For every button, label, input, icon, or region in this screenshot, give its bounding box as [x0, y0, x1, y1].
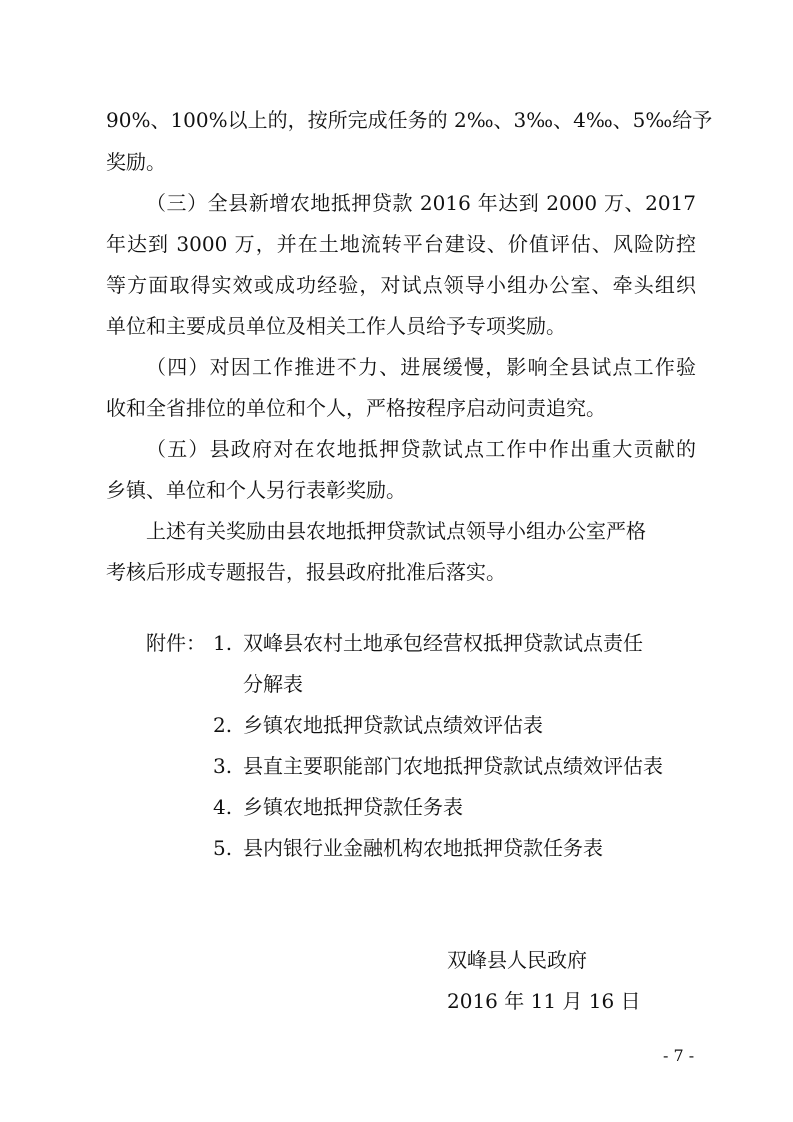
attachment-number: 3.	[213, 754, 233, 778]
attachment-number: 4.	[213, 795, 233, 819]
body-line: 奖励。	[106, 150, 166, 174]
body-line: 单位和主要成员单位及相关工作人员给予专项奖励。	[106, 314, 566, 338]
attachment-item	[213, 793, 463, 821]
body-line: 考核后形成专题报告，报县政府批准后落实。	[106, 560, 506, 584]
attachment-item	[213, 752, 663, 780]
attachment-number: 1.	[213, 631, 233, 655]
attachment-title: 乡镇农地抵押贷款试点绩效评估表	[243, 713, 543, 737]
body-line: 等方面取得实效或成功经验，对试点领导小组办公室、牵头组织	[106, 273, 696, 297]
attachment-number: 2.	[213, 713, 233, 737]
attachment-title: 县直主要职能部门农地抵押贷款试点绩效评估表	[243, 754, 663, 778]
body-line: 90%、100%以上的，按所完成任务的 2‰、3‰、4‰、5‰给予	[106, 108, 713, 132]
attachment-item	[213, 834, 603, 862]
attachment-item	[213, 629, 643, 657]
body-line: 年达到 3000 万，并在土地流转平台建设、价值评估、风险防控	[106, 232, 696, 256]
body-line: （四）对因工作推进不力、进展缓慢，影响全县试点工作验	[146, 355, 696, 379]
page-number: - 7 -	[663, 1046, 695, 1065]
attachment-item	[213, 711, 543, 739]
body-line: 乡镇、单位和个人另行表彰奖励。	[106, 478, 406, 502]
body-line: 收和全省排位的单位和个人，严格按程序启动问责追究。	[106, 396, 606, 420]
body-line: （五）县政府对在农地抵押贷款试点工作中作出重大贡献的	[146, 437, 696, 461]
attachment-title-continuation: 分解表	[243, 672, 303, 696]
signature-org: 双峰县人民政府	[447, 948, 587, 972]
attachment-title: 县内银行业金融机构农地抵押贷款任务表	[243, 836, 603, 860]
attachment-title: 双峰县农村土地承包经营权抵押贷款试点责任	[243, 631, 643, 655]
signature-date: 2016 年 11 月 16 日	[447, 989, 641, 1013]
attachments-label: 附件：	[146, 631, 206, 655]
attachment-number: 5.	[213, 836, 233, 860]
body-line: 上述有关奖励由县农地抵押贷款试点领导小组办公室严格	[146, 519, 646, 543]
attachment-title: 乡镇农地抵押贷款任务表	[243, 795, 463, 819]
body-line: （三）全县新增农地抵押贷款 2016 年达到 2000 万、2017	[146, 191, 696, 215]
